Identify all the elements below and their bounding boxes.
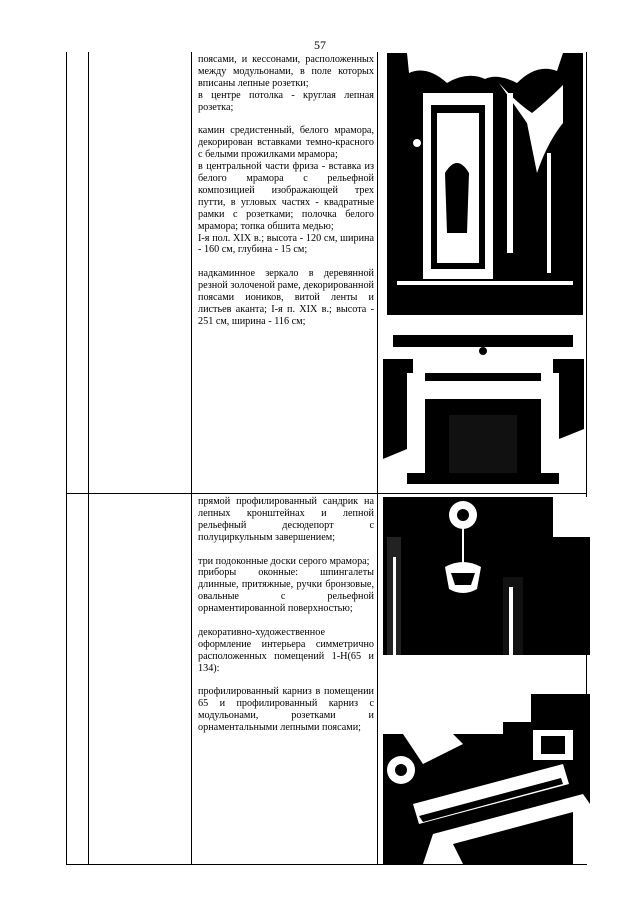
column-divider	[377, 52, 378, 865]
description-paragraph: в центре потолка - круглая лепная розетка;	[198, 89, 374, 113]
description-paragraph: камин средистенный, белого мрамора, декорирован вставками темно-красного с белыми прожилками мрамора;	[198, 125, 374, 161]
column-divider	[191, 52, 192, 865]
photo-overmantel-mirror	[387, 53, 583, 315]
table-border-bottom	[66, 864, 587, 865]
description-cell	[198, 54, 374, 340]
description-cell	[198, 496, 374, 746]
photo-chandelier	[383, 497, 590, 655]
column-divider	[88, 52, 89, 865]
description-paragraph: профилированный карниз в помещении 65 и профилированный карниз с модульонами, розетками и орнаментальными лепными поясами;	[198, 686, 374, 734]
row-separator	[66, 493, 587, 494]
description-paragraph: приборы оконные: шпингалеты длинные, притяжные, ручки бронзовые, овальные с рельефной орнаментированной поверхностью;	[198, 567, 374, 615]
description-paragraph: прямой профилированный сандрик на лепных кронштейнах и лепной рельефный десюдепорт с полуциркульным завершением;	[198, 496, 374, 543]
description-paragraph: надкаминное зеркало в деревянной резной золоченой раме, декорированной поясами иоников, витой ленты и листьев аканта; I-я п. XIX в.; высота - 251 см, ширина - 116 см;	[198, 268, 374, 327]
description-paragraph: I-я пол. XIX в.; высота - 120 см, ширина - 160 см, глубина - 15 см;	[198, 232, 374, 256]
description-paragraph: три подоконные доски серого мрамора;	[198, 555, 370, 567]
photo-fireplace	[383, 329, 584, 484]
page-number: 57	[314, 38, 326, 52]
description-paragraph: декоративно-художественное оформление интерьера симметрично расположенных помещений 1-Н(65 и 134):	[198, 626, 374, 674]
photo-ceiling-cornice	[383, 694, 590, 864]
description-paragraph: поясами, и кессонами, расположенных между модульонами, в поле которых вписаны лепные розетки;	[198, 54, 374, 89]
description-paragraph: в центральной части фриза - вставка из белого мрамора с рельефной композицией изображающей трех путти, в угловых частях - квадратные рамки с розетками; полочка белого мрамора; топка обшита медью;	[198, 161, 374, 232]
table-border-left	[66, 52, 67, 865]
